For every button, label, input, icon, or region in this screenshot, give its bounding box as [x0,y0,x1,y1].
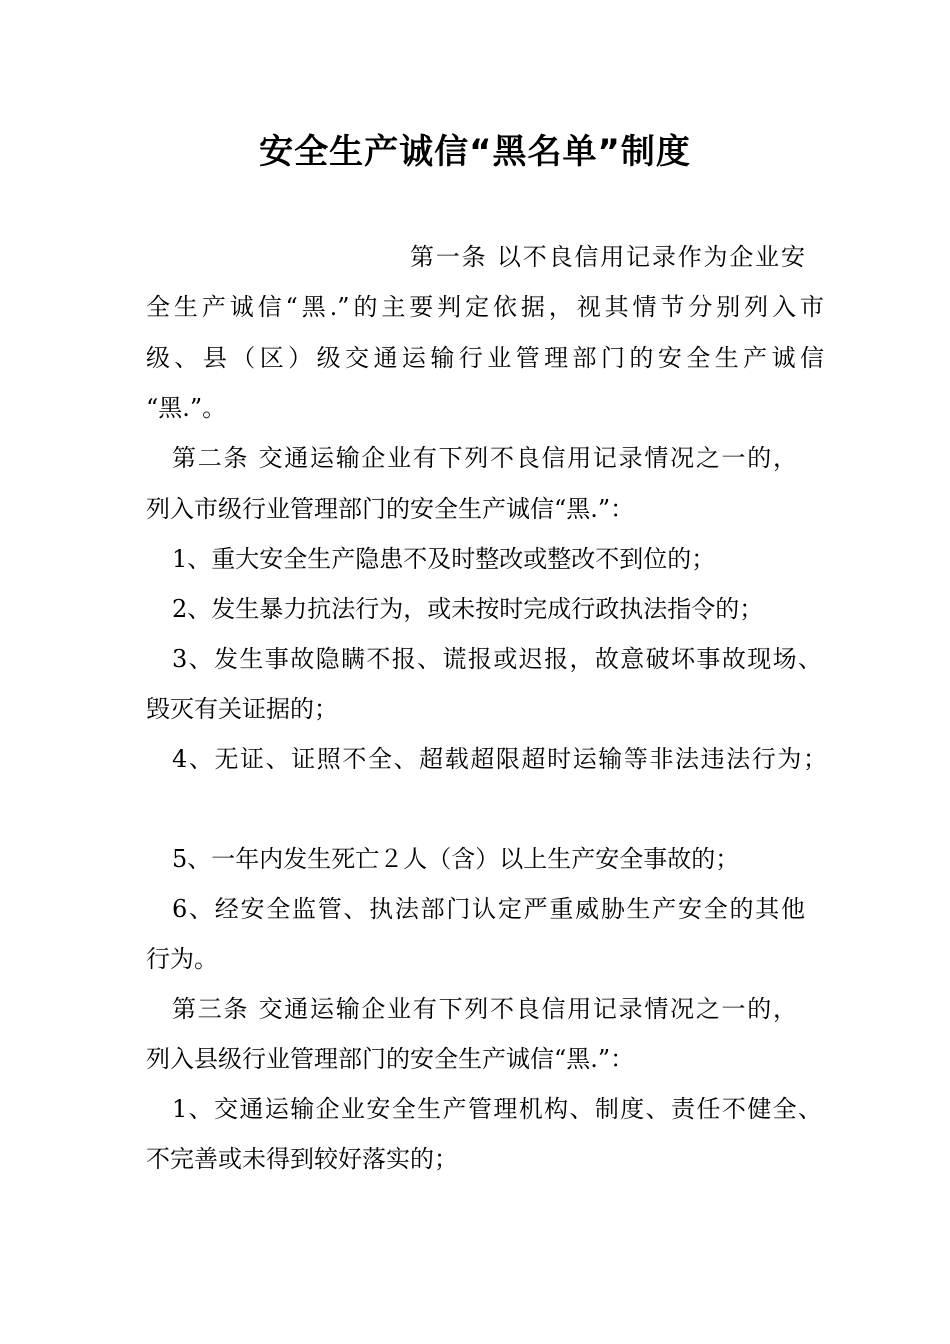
paragraph-line: 全生产诚信“黑.”的主要判定依据，视其情节分别列入市 [146,293,824,321]
list-item-line: 不完善或未得到较好落实的； [146,1145,458,1173]
list-item-line: 1、重大安全生产隐患不及时整改或整改不到位的； [172,545,716,573]
paragraph-line: 第一条 以不良信用记录作为企业安 [410,243,805,271]
list-item-line: 2、发生暴力抗法行为，或未按时完成行政执法指令的； [172,595,764,623]
list-item-line: 行为。 [146,945,218,973]
paragraph-line: “黑.”。 [146,394,227,422]
list-item-line: 3、发生事故隐瞒不报、谎报或迟报，故意破坏事故现场、 [172,645,822,673]
list-item-line: 1、交通运输企业安全生产管理机构、制度、责任不健全、 [172,1095,822,1123]
paragraph-line: 列入市级行业管理部门的安全生产诚信“黑.”： [146,495,635,523]
list-item-line: 毁灭有关证据的； [146,695,338,723]
list-item-line: 5、一年内发生死亡２人（含）以上生产安全事故的； [172,845,740,873]
list-item-line: 4、无证、证照不全、超载超限超时运输等非法违法行为； [172,745,827,773]
paragraph-line: 列入县级行业管理部门的安全生产诚信“黑.”： [146,1045,635,1073]
paragraph-line: 第三条 交通运输企业有下列不良信用记录情况之一的， [172,995,797,1023]
document-title: 安全生产诚信“黑名单”制度 [259,132,691,172]
paragraph-line: 级、县（区）级交通运输行业管理部门的安全生产诚信 [146,344,824,372]
list-item-line: 6、经安全监管、执法部门认定严重威胁生产安全的其他 [172,895,805,923]
paragraph-line: 第二条 交通运输企业有下列不良信用记录情况之一的， [172,444,797,472]
